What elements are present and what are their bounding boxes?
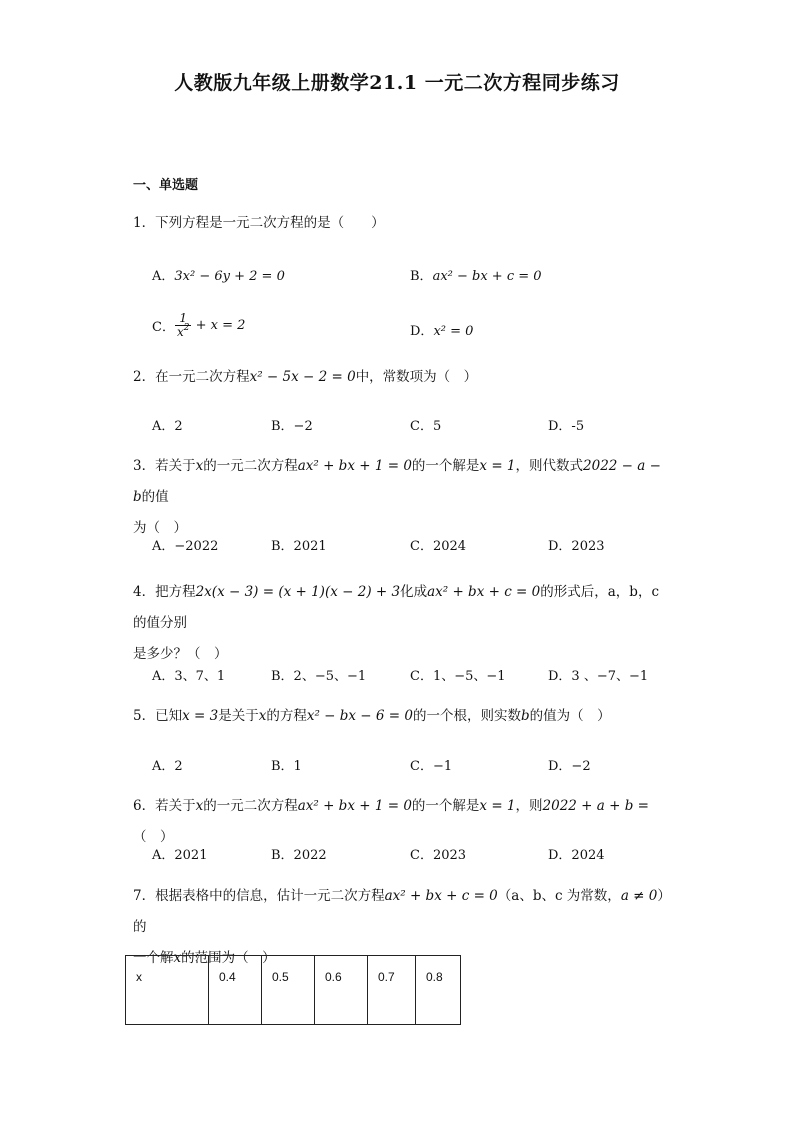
variable: x	[258, 708, 267, 724]
q4-option-d: D．3 、−7、−1	[548, 669, 649, 684]
text: 为（ ）	[133, 520, 187, 536]
text: ）的	[133, 888, 671, 935]
variable: x	[173, 950, 182, 966]
q4-option-b: B．2、−5、−1	[271, 669, 367, 684]
q6-option-c: C．2023	[410, 848, 467, 863]
solution: x = 1	[479, 458, 516, 474]
q2-option-c: C．5	[410, 419, 442, 434]
text: 的一元二次方程	[203, 798, 298, 814]
section-heading: 一、单选题	[133, 178, 199, 193]
text: 的形式后，a，b，c 的值分别	[133, 584, 660, 631]
variable: b	[520, 708, 530, 724]
q3-option-a: A．−2022	[152, 539, 219, 554]
expression: 2022 − a − b	[133, 458, 661, 505]
text: 5．已知	[133, 708, 183, 724]
equation: x² − 5x − 2 = 0	[249, 369, 356, 385]
q1-option-d	[410, 320, 473, 339]
q6-option-a: A．2021	[152, 848, 208, 863]
q5-option-d: D．−2	[548, 759, 591, 774]
text: ，则代数式	[515, 458, 584, 474]
text: （a、b、c 为常数，	[497, 888, 621, 904]
q1-c-rest: + x = 2	[191, 318, 246, 333]
table-cell: 0.6	[315, 956, 368, 1025]
text: 化成	[400, 584, 428, 600]
q3-option-c: C．2024	[410, 539, 467, 554]
text: 6．若关于	[133, 798, 196, 814]
q1-option-c	[152, 312, 245, 339]
question-5-stem	[133, 701, 673, 732]
standard-form: ax² + bx + c = 0	[427, 584, 541, 600]
text: 4．把方程	[133, 584, 196, 600]
text: 的一元二次方程	[203, 458, 298, 474]
option-letter: D．	[410, 324, 434, 339]
text: 3．若关于	[133, 458, 196, 474]
q1-option-b	[410, 265, 542, 284]
q5-option-a: A．2	[152, 759, 183, 774]
table-cell: 0.8	[416, 956, 461, 1025]
q1-a-math: 3x² − 6y + 2 = 0	[174, 269, 285, 284]
text: 一个解	[133, 950, 174, 966]
text: 是关于	[218, 708, 259, 724]
q2-option-a: A．2	[152, 419, 183, 434]
q1-d-math: x² = 0	[433, 324, 474, 339]
question-2-stem	[133, 362, 673, 393]
table-cell: 0.5	[262, 956, 315, 1025]
text: 7．根据表格中的信息，估计一元二次方程	[133, 888, 385, 904]
variable: x	[195, 458, 204, 474]
q2-option-b: B．−2	[271, 419, 313, 434]
condition: a ≠ 0	[620, 888, 658, 904]
option-letter: B．	[410, 269, 433, 284]
text: 的一个根，则实数	[412, 708, 521, 724]
equation: ax² + bx + 1 = 0	[297, 798, 412, 814]
text: 的值	[141, 489, 169, 505]
expression: 2022 + a + b =	[542, 798, 649, 814]
q3-option-d: D．2023	[548, 539, 605, 554]
q1-c-fraction: $\frac{1}{x^2}$	[176, 311, 190, 339]
page-title: 人教版九年级上册数学21.1 一元二次方程同步练习	[174, 72, 620, 94]
text: 是多少？（ ）	[133, 646, 228, 662]
solution: x = 1	[479, 798, 516, 814]
q5-option-c: C．−1	[410, 759, 453, 774]
value-table	[125, 955, 461, 1025]
q2-option-d: D．-5	[548, 419, 585, 434]
q5-option-b: B．1	[271, 759, 302, 774]
text: ，则	[515, 798, 543, 814]
text: 2．在一元二次方程	[133, 369, 250, 385]
q6-option-b: B．2022	[271, 848, 327, 863]
solution: x = 3	[182, 708, 219, 724]
text: 的一个解是	[411, 798, 480, 814]
table-cell: x	[126, 956, 209, 1025]
text: 的范围为（ ）	[181, 950, 276, 966]
text: （ ）	[133, 829, 174, 845]
text: 的值为（ ）	[529, 708, 611, 724]
q3-option-b: B．2021	[271, 539, 327, 554]
text: 的方程	[266, 708, 307, 724]
text: 中，常数项为（ ）	[355, 369, 478, 385]
q1-option-a	[152, 265, 285, 284]
equation: ax² + bx + c = 0	[384, 888, 498, 904]
question-3-stem	[133, 451, 673, 544]
table-cell: 0.4	[209, 956, 262, 1025]
equation: 2x(x − 3) = (x + 1)(x − 2) + 3	[195, 584, 401, 600]
question-1-stem: 1．下列方程是一元二次方程的是（ ）	[133, 215, 385, 231]
q4-option-a: A．3、7、1	[152, 669, 226, 684]
q6-option-d: D．2024	[548, 848, 605, 863]
q4-option-c: C．1、−5、−1	[410, 669, 506, 684]
text: 的一个解是	[411, 458, 480, 474]
equation: ax² + bx + 1 = 0	[297, 458, 412, 474]
option-letter: C．	[152, 320, 175, 335]
equation: x² − bx − 6 = 0	[306, 708, 413, 724]
q1-b-math: ax² − bx + c = 0	[432, 269, 542, 284]
option-letter: A．	[152, 269, 175, 284]
table-cell: 0.7	[368, 956, 416, 1025]
variable: x	[195, 798, 204, 814]
table-row	[126, 956, 461, 1025]
question-4-stem	[133, 577, 673, 670]
